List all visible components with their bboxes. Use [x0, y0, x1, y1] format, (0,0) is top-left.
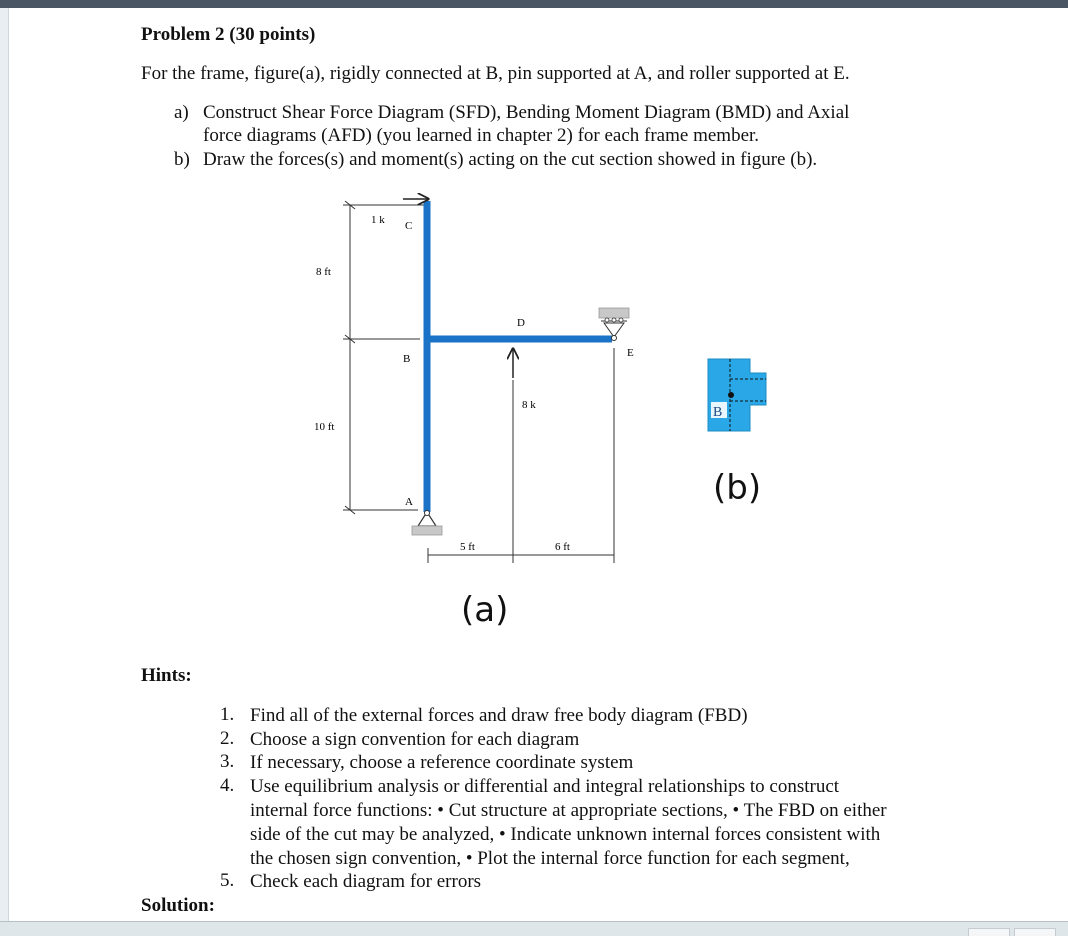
problem-intro: For the frame, figure(a), rigidly connected at B, pin supported at A, and roller supported at E. — [141, 63, 850, 84]
question-b-line-1: Draw the forces(s) and moment(s) acting on the cut section showed in figure (b). — [203, 149, 818, 170]
question-a-line-1: Construct Shear Force Diagram (SFD), Bending Moment Diagram (BMD) and Axial — [203, 102, 850, 123]
question-a-line-2: force diagrams (AFD) (you learned in chapter 2) for each frame member. — [203, 125, 760, 146]
hint-5-text: Check each diagram for errors — [250, 871, 482, 892]
node-label-d: D — [517, 317, 525, 329]
load-label-1k: 1 k — [371, 214, 385, 226]
load-label-8k: 8 k — [522, 399, 536, 411]
frame-members — [427, 201, 612, 512]
dimension-label-10ft: 10 ft — [314, 421, 335, 433]
pin-support-a — [412, 511, 442, 536]
question-b-label: b) — [174, 149, 190, 170]
hint-4-line-2: internal force functions: • Cut structure at appropriate sections, • The FBD on either — [250, 800, 887, 821]
solution-heading: Solution: — [141, 895, 215, 916]
figure-b-caption: (b) — [713, 468, 762, 508]
bottom-scroll-strip — [0, 921, 1068, 936]
dimension-label-5ft: 5 ft — [460, 541, 475, 553]
hints-heading: Hints: — [141, 665, 192, 686]
hint-1-text: Find all of the external forces and draw free body diagram (FBD) — [250, 705, 748, 726]
dimension-lines — [343, 201, 614, 563]
hint-2-text: Choose a sign convention for each diagram — [250, 729, 580, 750]
hint-4-line-3: side of the cut may be analyzed, • Indicate unknown internal forces consistent with — [250, 824, 881, 845]
problem-title: Problem 2 (30 points) — [141, 24, 316, 45]
hint-1-number: 1. — [220, 704, 235, 725]
hint-4-number: 4. — [220, 775, 235, 796]
hint-3-number: 3. — [220, 751, 235, 772]
hint-4-line-1: Use equilibrium analysis or differential and integral relationships to construct — [250, 776, 840, 797]
node-label-c: C — [405, 220, 413, 232]
hint-5-number: 5. — [220, 870, 235, 891]
figure-a-caption: (a) — [461, 590, 509, 630]
node-label-b: B — [403, 353, 411, 365]
dimension-label-6ft: 6 ft — [555, 541, 570, 553]
dimension-label-8ft: 8 ft — [316, 266, 331, 278]
question-a-label: a) — [174, 102, 189, 123]
hint-2-number: 2. — [220, 728, 235, 749]
node-label-e: E — [627, 347, 634, 359]
node-label-a: A — [405, 496, 413, 508]
hint-3-text: If necessary, choose a reference coordinate system — [250, 752, 634, 773]
cut-section-label-b: B — [713, 405, 723, 420]
cut-section-figure-b — [700, 355, 780, 440]
hint-4-line-4: the chosen sign convention, • Plot the internal force function for each segment, — [250, 848, 850, 869]
